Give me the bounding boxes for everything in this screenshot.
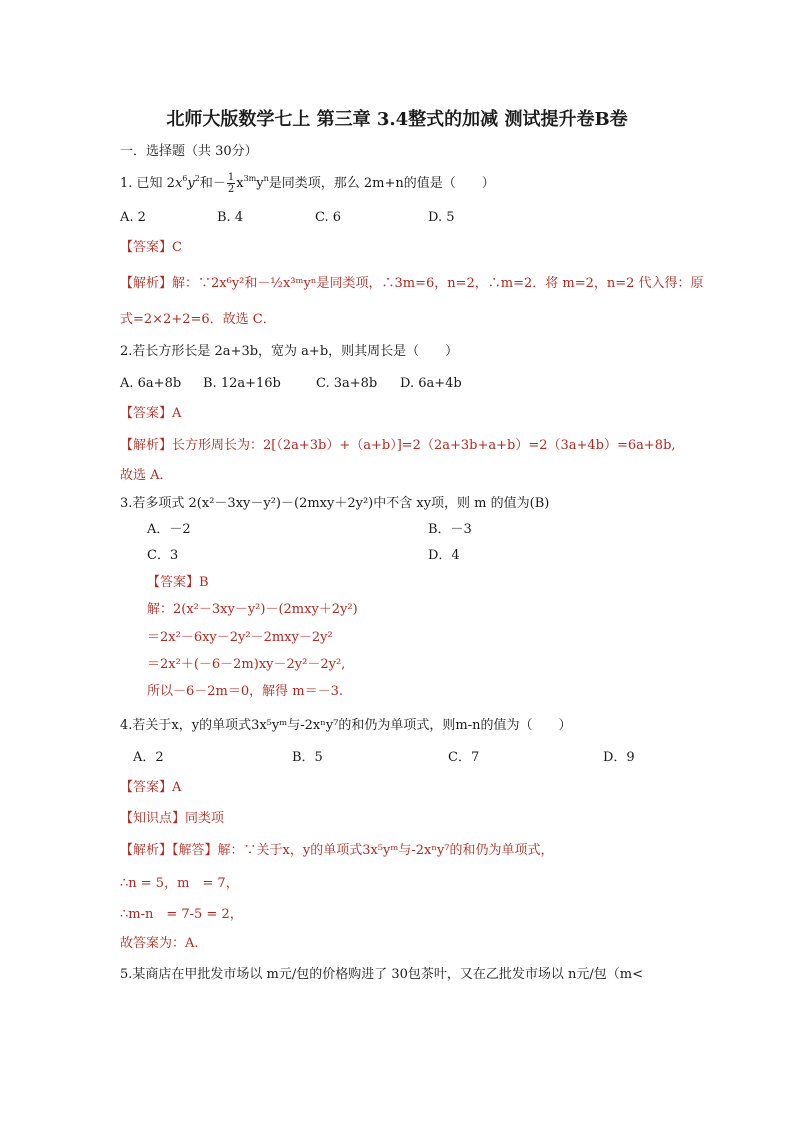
q1-option-d: D. 5 (428, 210, 455, 225)
q2-analysis-line-2: 故选 A． (120, 468, 173, 483)
q1-analysis-line-1: 【解析】解：∵2x⁶y²和－½x³ᵐyⁿ是同类项，∴3m=6，n=2，∴m=2．将 m=2，n=2 代入得：原 (120, 276, 704, 291)
q4-step-2: ∴n = 5，m = 7， (120, 876, 239, 891)
q1-option-b: B. 4 (217, 210, 244, 225)
q2-option-a: A. 6a+8b (120, 376, 182, 391)
q3-answer: 【答案】B (147, 575, 209, 590)
section-heading: 一．选择题（共 30分） (120, 144, 258, 159)
q2-answer: 【答案】A (120, 406, 182, 421)
q3-step-4: 所以－6－2m＝0，解得 m＝－3. (147, 684, 344, 699)
q4-knowledge-point: 【知识点】同类项 (120, 811, 225, 826)
q1-analysis-line-2: 式=2×2+2=6．故选 C． (120, 312, 276, 327)
q3-step-1: 解：2(x²－3xy－y²)－(2mxy＋2y²) (147, 602, 358, 617)
q4-analysis-line-1: 【解析】【解答】解：∵关于x，y的单项式3x⁵yᵐ与-2xⁿy⁷的和仍为单项式， (120, 843, 554, 858)
q2-option-b: B. 12a+16b (203, 376, 281, 391)
q3-option-d: D．4 (428, 548, 460, 563)
question-2-stem: 2.若长方形长是 2a+3b，宽为 a+b，则其周长是（ ） (120, 344, 459, 359)
q4-step-3: ∴m-n = 7-5 = 2， (120, 907, 243, 922)
q4-answer: 【答案】A (120, 780, 182, 795)
q3-step-3: ＝2x²＋(－6－2m)xy－2y²－2y², (147, 657, 346, 672)
q3-option-c: C．3 (147, 548, 179, 563)
q3-option-a: A．－2 (147, 522, 191, 537)
q3-option-b: B．－3 (428, 522, 472, 537)
q2-option-c: C. 3a+8b (316, 376, 378, 391)
q1-answer: 【答案】C (120, 240, 182, 255)
question-3-stem: 3.若多项式 2(x²－3xy－y²)－(2mxy＋2y²)中不含 xy项，则 m 的值为(B) (120, 496, 550, 511)
q4-option-b: B．5 (292, 750, 323, 765)
page-title: 北师大版数学七上 第三章 3.4整式的加减 测试提升卷B卷 (166, 109, 628, 130)
q4-option-d: D．9 (603, 750, 635, 765)
q1-option-c: C. 6 (315, 210, 342, 225)
q2-option-d: D. 6a+4b (400, 376, 462, 391)
question-5-stem: 5.某商店在甲批发市场以 m元/包的价格购进了 30包茶叶，又在乙批发市场以 n元/包（m< (120, 967, 644, 982)
question-4-stem: 4.若关于x，y的单项式3x⁵yᵐ与-2xⁿy⁷的和仍为单项式，则m-n的值为（ ） (120, 718, 572, 733)
q2-analysis-line-1: 【解析】长方形周长为：2[（2a+3b）+（a+b）]=2（2a+3b+a+b）=2（3a+4b）=6a+8b, (120, 438, 676, 453)
fraction: $\frac{1}{2}$ (227, 172, 235, 195)
question-1-stem: 1. 已知 $2x^6y^2$和－ $\frac{1}{2}$ $x^{3m}y^n$是同类项，那么 2m+n的值是（ ） (120, 172, 495, 195)
q3-step-2: ＝2x²－6xy－2y²－2mxy－2y² (147, 630, 333, 645)
q4-option-c: C．7 (448, 750, 480, 765)
q4-conclusion: 故答案为：A. (120, 936, 199, 951)
q4-option-a: A．2 (133, 750, 164, 765)
q1-option-a: A. 2 (120, 210, 146, 225)
